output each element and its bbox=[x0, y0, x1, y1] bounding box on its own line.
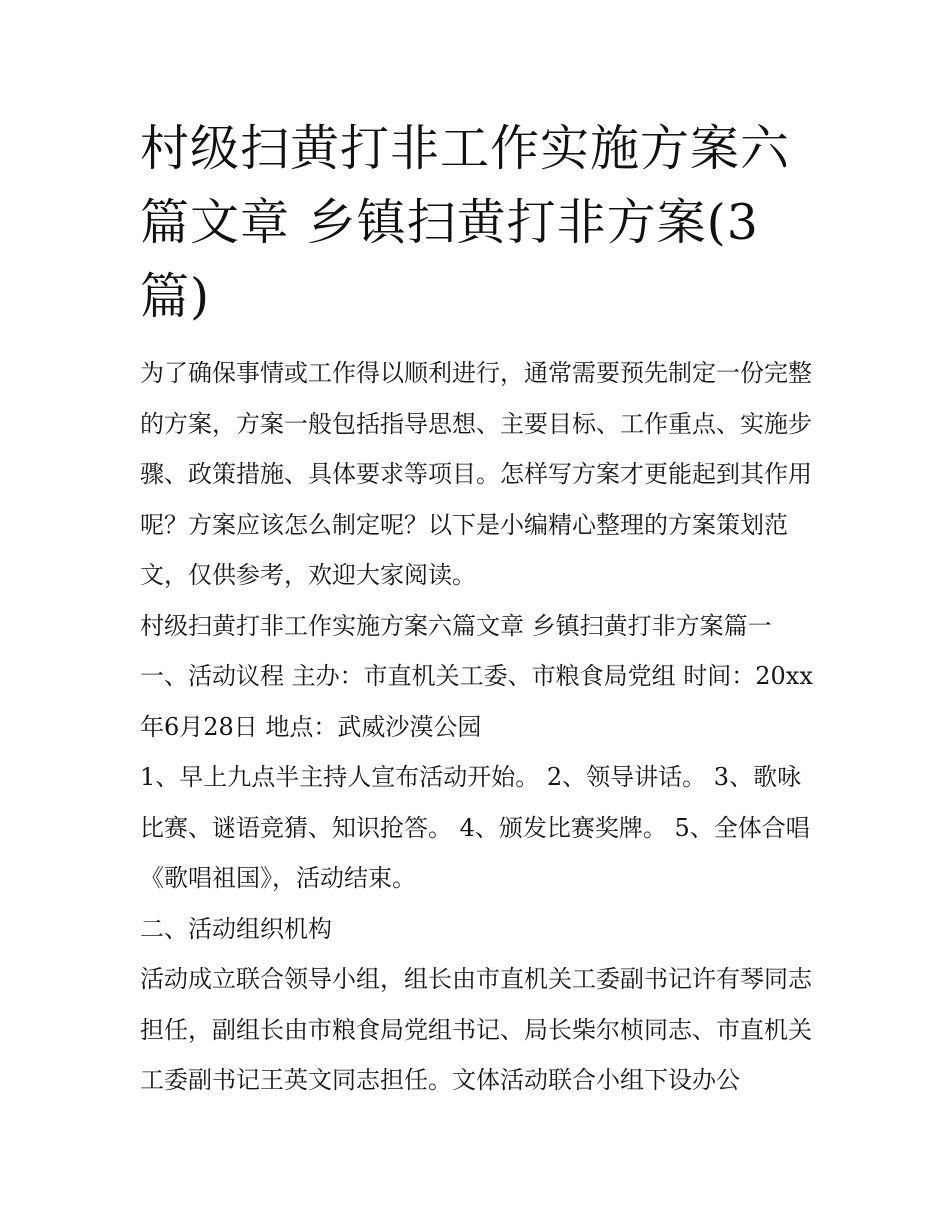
organization-heading: 二、活动组织机构 bbox=[140, 914, 332, 943]
organization-paragraph: 活动成立联合领导小组，组长由市直机关工委副书记许有琴同志担任，副组长由市粮食局党组书记、局长柴尔桢同志、市直机关工委副书记王英文同志担任。文体活动联合小组下设办公 bbox=[140, 965, 812, 1094]
agenda-steps-paragraph: 1、早上九点半主持人宣布活动开始。 2、领导讲话。 3、歌咏比赛、谜语竞猜、知识抢答。 4、颁发比赛奖牌。 5、全体合唱《歌唱祖国》，活动结束。 bbox=[140, 763, 810, 892]
section-heading: 村级扫黄打非工作实施方案六篇文章 乡镇扫黄打非方案篇一 bbox=[140, 611, 772, 640]
document-page bbox=[140, 112, 815, 1106]
intro-paragraph: 为了确保事情或工作得以顺利进行，通常需要预先制定一份完整的方案，方案一般包括指导思想、主要目标、工作重点、实施步骤、政策措施、具体要求等项目。怎样写方案才更能起到其作用呢？方案应该怎么制定呢？以下是小编精心整理的方案策划范文，仅供参考，欢迎大家阅读。 bbox=[140, 359, 812, 589]
document-title: 村级扫黄打非工作实施方案六篇文章 乡镇扫黄打非方案(3篇) bbox=[140, 120, 791, 325]
agenda-paragraph: 一、活动议程 主办：市直机关工委、市粮食局党组 时间：20xx年6月28日 地点：武威沙漠公园 bbox=[140, 662, 813, 741]
